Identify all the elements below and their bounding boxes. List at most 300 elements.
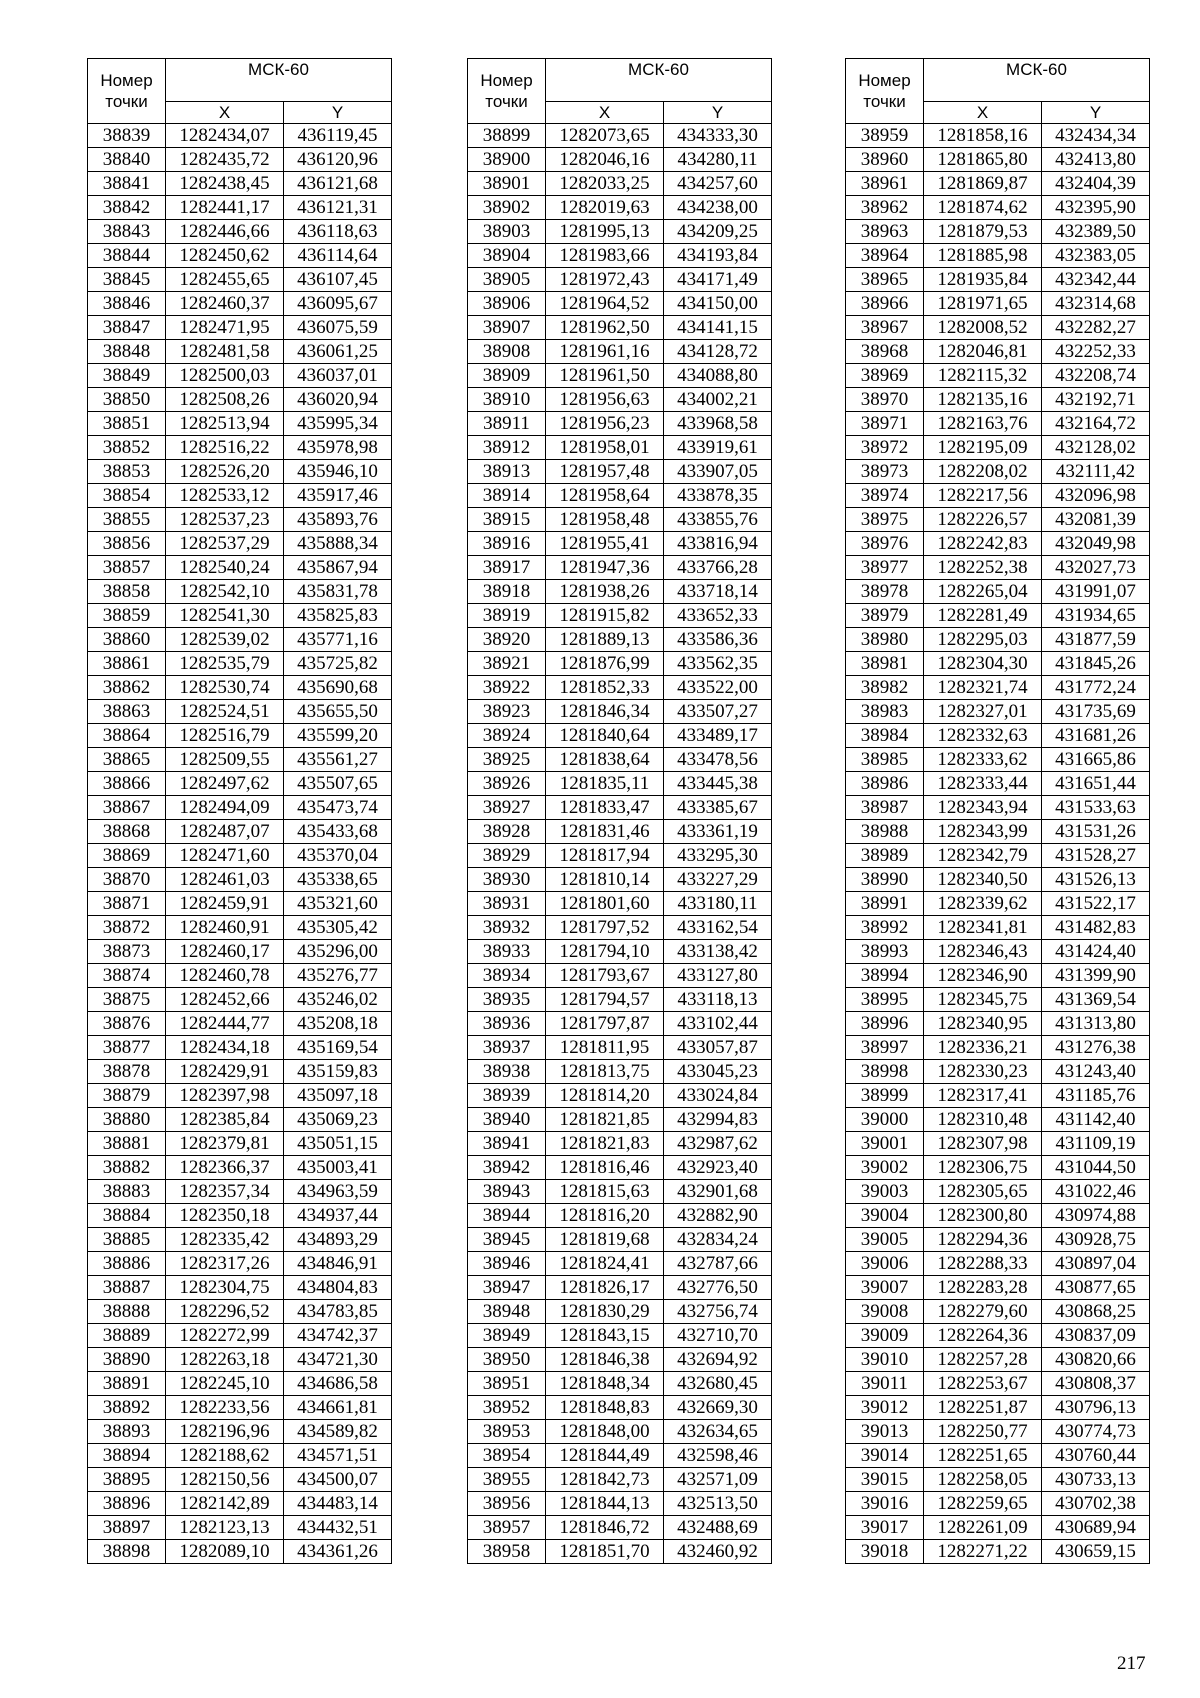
table-row bbox=[846, 724, 1150, 748]
table-row bbox=[88, 268, 392, 292]
point-number-cell: 38880 bbox=[88, 1108, 166, 1132]
x-coordinate-cell: 1281961,50 bbox=[546, 364, 664, 388]
table-row bbox=[88, 1492, 392, 1516]
y-coordinate-cell: 431877,59 bbox=[1042, 628, 1150, 652]
table-row bbox=[846, 700, 1150, 724]
point-number-cell: 38917 bbox=[468, 556, 546, 580]
table-row bbox=[846, 988, 1150, 1012]
y-coordinate-cell: 431681,26 bbox=[1042, 724, 1150, 748]
table-row bbox=[468, 1444, 772, 1468]
x-coordinate-cell: 1281876,99 bbox=[546, 652, 664, 676]
x-coordinate-cell: 1281869,87 bbox=[924, 172, 1042, 196]
x-coordinate-cell: 1282516,22 bbox=[166, 436, 284, 460]
y-coordinate-cell: 432096,98 bbox=[1042, 484, 1150, 508]
x-coordinate-cell: 1282033,25 bbox=[546, 172, 664, 196]
point-number-cell: 38903 bbox=[468, 220, 546, 244]
y-coordinate-cell: 432027,73 bbox=[1042, 556, 1150, 580]
y-coordinate-cell: 433162,54 bbox=[664, 916, 772, 940]
x-coordinate-cell: 1282340,50 bbox=[924, 868, 1042, 892]
table-row bbox=[846, 1108, 1150, 1132]
y-coordinate-cell: 432513,50 bbox=[664, 1492, 772, 1516]
point-number-cell: 38916 bbox=[468, 532, 546, 556]
x-coordinate-cell: 1281814,20 bbox=[546, 1084, 664, 1108]
point-number-cell: 38924 bbox=[468, 724, 546, 748]
x-coordinate-cell: 1282019,63 bbox=[546, 196, 664, 220]
point-number-cell: 38971 bbox=[846, 412, 924, 436]
y-coordinate-cell: 435246,02 bbox=[284, 988, 392, 1012]
x-coordinate-cell: 1282530,74 bbox=[166, 676, 284, 700]
x-coordinate-cell: 1282321,74 bbox=[924, 676, 1042, 700]
y-coordinate-cell: 435655,50 bbox=[284, 700, 392, 724]
x-coordinate-cell: 1282460,17 bbox=[166, 940, 284, 964]
y-coordinate-cell: 433878,35 bbox=[664, 484, 772, 508]
point-number-cell: 38945 bbox=[468, 1228, 546, 1252]
table-row bbox=[88, 124, 392, 148]
table-row bbox=[846, 748, 1150, 772]
table-row bbox=[88, 916, 392, 940]
table-row bbox=[468, 1396, 772, 1420]
y-coordinate-cell: 435305,42 bbox=[284, 916, 392, 940]
x-coordinate-cell: 1282487,07 bbox=[166, 820, 284, 844]
x-coordinate-cell: 1282335,42 bbox=[166, 1228, 284, 1252]
point-number-cell: 38944 bbox=[468, 1204, 546, 1228]
table-row bbox=[468, 460, 772, 484]
point-number-cell: 38929 bbox=[468, 844, 546, 868]
y-coordinate-cell: 433968,58 bbox=[664, 412, 772, 436]
y-coordinate-cell: 432598,46 bbox=[664, 1444, 772, 1468]
point-number-cell: 38871 bbox=[88, 892, 166, 916]
y-coordinate-cell: 432342,44 bbox=[1042, 268, 1150, 292]
table-row bbox=[846, 604, 1150, 628]
table-row bbox=[846, 1372, 1150, 1396]
table-row bbox=[468, 628, 772, 652]
point-number-cell: 38969 bbox=[846, 364, 924, 388]
point-number-cell: 38923 bbox=[468, 700, 546, 724]
y-coordinate-cell: 431845,26 bbox=[1042, 652, 1150, 676]
y-coordinate-cell: 431522,17 bbox=[1042, 892, 1150, 916]
point-number-cell: 38910 bbox=[468, 388, 546, 412]
table-row bbox=[468, 772, 772, 796]
y-coordinate-cell: 436037,01 bbox=[284, 364, 392, 388]
y-coordinate-cell: 433180,11 bbox=[664, 892, 772, 916]
table-row bbox=[846, 676, 1150, 700]
y-coordinate-cell: 434721,30 bbox=[284, 1348, 392, 1372]
point-number-cell: 38883 bbox=[88, 1180, 166, 1204]
y-coordinate-cell: 435893,76 bbox=[284, 508, 392, 532]
x-coordinate-cell: 1281843,15 bbox=[546, 1324, 664, 1348]
x-coordinate-cell: 1281848,83 bbox=[546, 1396, 664, 1420]
x-coordinate-cell: 1281817,94 bbox=[546, 844, 664, 868]
y-coordinate-cell: 433361,19 bbox=[664, 820, 772, 844]
point-number-cell: 38950 bbox=[468, 1348, 546, 1372]
x-coordinate-cell: 1282343,99 bbox=[924, 820, 1042, 844]
point-number-cell: 38901 bbox=[468, 172, 546, 196]
table-row bbox=[88, 364, 392, 388]
x-coordinate-cell: 1281858,16 bbox=[924, 124, 1042, 148]
x-coordinate-cell: 1282342,79 bbox=[924, 844, 1042, 868]
y-coordinate-cell: 433057,87 bbox=[664, 1036, 772, 1060]
y-coordinate-cell: 434589,82 bbox=[284, 1420, 392, 1444]
y-coordinate-cell: 430820,66 bbox=[1042, 1348, 1150, 1372]
table-row bbox=[88, 820, 392, 844]
table-row bbox=[846, 1420, 1150, 1444]
x-coordinate-cell: 1282366,37 bbox=[166, 1156, 284, 1180]
y-coordinate-cell: 433478,56 bbox=[664, 748, 772, 772]
point-number-cell: 38870 bbox=[88, 868, 166, 892]
point-number-cell: 38956 bbox=[468, 1492, 546, 1516]
y-coordinate-cell: 435473,74 bbox=[284, 796, 392, 820]
x-coordinate-cell: 1282339,62 bbox=[924, 892, 1042, 916]
y-coordinate-cell: 433522,00 bbox=[664, 676, 772, 700]
y-coordinate-cell: 433907,05 bbox=[664, 460, 772, 484]
table-row bbox=[88, 316, 392, 340]
x-coordinate-cell: 1282450,62 bbox=[166, 244, 284, 268]
y-coordinate-cell: 430796,13 bbox=[1042, 1396, 1150, 1420]
x-coordinate-cell: 1282245,10 bbox=[166, 1372, 284, 1396]
point-number-cell: 38886 bbox=[88, 1252, 166, 1276]
point-number-cell: 38961 bbox=[846, 172, 924, 196]
x-coordinate-cell: 1282509,55 bbox=[166, 748, 284, 772]
point-number-cell: 38998 bbox=[846, 1060, 924, 1084]
y-coordinate-cell: 433652,33 bbox=[664, 604, 772, 628]
point-number-cell: 39000 bbox=[846, 1108, 924, 1132]
x-coordinate-cell: 1282250,77 bbox=[924, 1420, 1042, 1444]
x-coordinate-cell: 1281811,95 bbox=[546, 1036, 664, 1060]
y-coordinate-cell: 432282,27 bbox=[1042, 316, 1150, 340]
x-coordinate-cell: 1281815,63 bbox=[546, 1180, 664, 1204]
table-row bbox=[468, 844, 772, 868]
table-row bbox=[468, 532, 772, 556]
y-coordinate-cell: 433138,42 bbox=[664, 940, 772, 964]
x-coordinate-cell: 1281879,53 bbox=[924, 220, 1042, 244]
point-number-cell: 38981 bbox=[846, 652, 924, 676]
point-number-header-line2: точки bbox=[863, 92, 906, 111]
y-coordinate-cell: 432111,42 bbox=[1042, 460, 1150, 484]
table-row bbox=[846, 892, 1150, 916]
table-row bbox=[468, 556, 772, 580]
table-row bbox=[88, 1444, 392, 1468]
point-number-cell: 38893 bbox=[88, 1420, 166, 1444]
y-coordinate-cell: 432710,70 bbox=[664, 1324, 772, 1348]
point-number-cell: 38958 bbox=[468, 1540, 546, 1564]
y-coordinate-cell: 432383,05 bbox=[1042, 244, 1150, 268]
x-coordinate-cell: 1282208,02 bbox=[924, 460, 1042, 484]
x-coordinate-cell: 1281971,65 bbox=[924, 292, 1042, 316]
y-coordinate-cell: 434209,25 bbox=[664, 220, 772, 244]
table-row bbox=[88, 628, 392, 652]
table-row bbox=[846, 244, 1150, 268]
point-number-cell: 38941 bbox=[468, 1132, 546, 1156]
point-number-cell: 38856 bbox=[88, 532, 166, 556]
x-column-header: X bbox=[924, 102, 1042, 124]
y-coordinate-cell: 434002,21 bbox=[664, 388, 772, 412]
y-coordinate-cell: 434141,15 bbox=[664, 316, 772, 340]
table-row bbox=[88, 172, 392, 196]
point-number-cell: 38839 bbox=[88, 124, 166, 148]
point-number-cell: 38937 bbox=[468, 1036, 546, 1060]
table-row bbox=[846, 340, 1150, 364]
point-number-cell: 38948 bbox=[468, 1300, 546, 1324]
x-coordinate-cell: 1282304,30 bbox=[924, 652, 1042, 676]
y-coordinate-cell: 434500,07 bbox=[284, 1468, 392, 1492]
y-coordinate-cell: 433766,28 bbox=[664, 556, 772, 580]
y-coordinate-cell: 430837,09 bbox=[1042, 1324, 1150, 1348]
point-number-cell: 38972 bbox=[846, 436, 924, 460]
x-coordinate-cell: 1282336,21 bbox=[924, 1036, 1042, 1060]
y-coordinate-cell: 435276,77 bbox=[284, 964, 392, 988]
table-row bbox=[468, 172, 772, 196]
x-coordinate-cell: 1282379,81 bbox=[166, 1132, 284, 1156]
x-coordinate-cell: 1282540,24 bbox=[166, 556, 284, 580]
point-number-cell: 39002 bbox=[846, 1156, 924, 1180]
point-number-cell: 38942 bbox=[468, 1156, 546, 1180]
table-row bbox=[88, 1372, 392, 1396]
table-row bbox=[88, 1108, 392, 1132]
x-coordinate-cell: 1281958,48 bbox=[546, 508, 664, 532]
y-coordinate-cell: 435507,65 bbox=[284, 772, 392, 796]
table-row bbox=[468, 1492, 772, 1516]
point-number-cell: 38907 bbox=[468, 316, 546, 340]
x-coordinate-cell: 1282265,04 bbox=[924, 580, 1042, 604]
point-number-cell: 38988 bbox=[846, 820, 924, 844]
point-number-cell: 38949 bbox=[468, 1324, 546, 1348]
x-coordinate-cell: 1281821,83 bbox=[546, 1132, 664, 1156]
x-coordinate-cell: 1282460,91 bbox=[166, 916, 284, 940]
x-coordinate-cell: 1282253,67 bbox=[924, 1372, 1042, 1396]
y-coordinate-cell: 435370,04 bbox=[284, 844, 392, 868]
y-coordinate-cell: 436095,67 bbox=[284, 292, 392, 316]
x-coordinate-cell: 1282263,18 bbox=[166, 1348, 284, 1372]
point-number-cell: 38990 bbox=[846, 868, 924, 892]
point-number-header-line1: Номер bbox=[858, 71, 911, 90]
x-coordinate-cell: 1281947,36 bbox=[546, 556, 664, 580]
y-column-header: Y bbox=[1042, 102, 1150, 124]
table-row bbox=[88, 220, 392, 244]
y-coordinate-cell: 436020,94 bbox=[284, 388, 392, 412]
y-coordinate-cell: 432756,74 bbox=[664, 1300, 772, 1324]
point-number-cell: 38934 bbox=[468, 964, 546, 988]
y-coordinate-cell: 433385,67 bbox=[664, 796, 772, 820]
table-row bbox=[846, 1156, 1150, 1180]
table-row bbox=[88, 1156, 392, 1180]
point-number-cell: 38864 bbox=[88, 724, 166, 748]
table-row bbox=[88, 652, 392, 676]
x-coordinate-cell: 1281844,13 bbox=[546, 1492, 664, 1516]
table-row bbox=[468, 892, 772, 916]
y-coordinate-cell: 432395,90 bbox=[1042, 196, 1150, 220]
x-coordinate-cell: 1282357,34 bbox=[166, 1180, 284, 1204]
x-coordinate-cell: 1282310,48 bbox=[924, 1108, 1042, 1132]
point-number-cell: 39006 bbox=[846, 1252, 924, 1276]
point-number-cell: 38946 bbox=[468, 1252, 546, 1276]
y-coordinate-cell: 433118,13 bbox=[664, 988, 772, 1012]
x-coordinate-cell: 1282306,75 bbox=[924, 1156, 1042, 1180]
x-coordinate-cell: 1282494,09 bbox=[166, 796, 284, 820]
y-coordinate-cell: 432994,83 bbox=[664, 1108, 772, 1132]
y-coordinate-cell: 431243,40 bbox=[1042, 1060, 1150, 1084]
y-coordinate-cell: 430702,38 bbox=[1042, 1492, 1150, 1516]
y-coordinate-cell: 431424,40 bbox=[1042, 940, 1150, 964]
y-coordinate-cell: 435690,68 bbox=[284, 676, 392, 700]
table-row bbox=[88, 1252, 392, 1276]
x-coordinate-cell: 1282341,81 bbox=[924, 916, 1042, 940]
y-coordinate-cell: 436119,45 bbox=[284, 124, 392, 148]
y-coordinate-cell: 430733,13 bbox=[1042, 1468, 1150, 1492]
table-row bbox=[468, 1060, 772, 1084]
table-row bbox=[88, 1180, 392, 1204]
point-number-cell: 38943 bbox=[468, 1180, 546, 1204]
x-coordinate-cell: 1282257,28 bbox=[924, 1348, 1042, 1372]
x-coordinate-cell: 1282305,65 bbox=[924, 1180, 1042, 1204]
y-coordinate-cell: 432208,74 bbox=[1042, 364, 1150, 388]
point-number-cell: 38895 bbox=[88, 1468, 166, 1492]
x-coordinate-cell: 1282272,99 bbox=[166, 1324, 284, 1348]
x-coordinate-cell: 1281797,52 bbox=[546, 916, 664, 940]
table-row bbox=[88, 1540, 392, 1564]
y-coordinate-cell: 434661,81 bbox=[284, 1396, 392, 1420]
y-coordinate-cell: 432460,92 bbox=[664, 1540, 772, 1564]
y-coordinate-cell: 432882,90 bbox=[664, 1204, 772, 1228]
table-row bbox=[846, 268, 1150, 292]
x-coordinate-cell: 1282307,98 bbox=[924, 1132, 1042, 1156]
table-row bbox=[88, 580, 392, 604]
x-coordinate-cell: 1281958,64 bbox=[546, 484, 664, 508]
point-number-cell: 38861 bbox=[88, 652, 166, 676]
table-row bbox=[88, 460, 392, 484]
x-coordinate-cell: 1282346,43 bbox=[924, 940, 1042, 964]
point-number-cell: 38868 bbox=[88, 820, 166, 844]
x-coordinate-cell: 1282142,89 bbox=[166, 1492, 284, 1516]
point-number-cell: 38928 bbox=[468, 820, 546, 844]
point-number-cell: 38936 bbox=[468, 1012, 546, 1036]
point-number-cell: 38904 bbox=[468, 244, 546, 268]
y-coordinate-cell: 434238,00 bbox=[664, 196, 772, 220]
table-row bbox=[88, 1012, 392, 1036]
x-coordinate-cell: 1281852,33 bbox=[546, 676, 664, 700]
point-number-cell: 38920 bbox=[468, 628, 546, 652]
point-number-cell: 38881 bbox=[88, 1132, 166, 1156]
table-row bbox=[846, 364, 1150, 388]
x-coordinate-cell: 1282461,03 bbox=[166, 868, 284, 892]
x-coordinate-cell: 1281794,10 bbox=[546, 940, 664, 964]
x-coordinate-cell: 1282327,01 bbox=[924, 700, 1042, 724]
x-column-header: X bbox=[546, 102, 664, 124]
x-coordinate-cell: 1282333,44 bbox=[924, 772, 1042, 796]
y-coordinate-cell: 431313,80 bbox=[1042, 1012, 1150, 1036]
x-coordinate-cell: 1281801,60 bbox=[546, 892, 664, 916]
x-coordinate-cell: 1282446,66 bbox=[166, 220, 284, 244]
table-row bbox=[88, 1420, 392, 1444]
table-row bbox=[88, 1204, 392, 1228]
table-row bbox=[846, 1180, 1150, 1204]
point-number-cell: 38913 bbox=[468, 460, 546, 484]
table-row bbox=[846, 916, 1150, 940]
y-coordinate-cell: 433024,84 bbox=[664, 1084, 772, 1108]
table-row bbox=[468, 436, 772, 460]
x-coordinate-cell: 1281826,17 bbox=[546, 1276, 664, 1300]
point-number-cell: 38915 bbox=[468, 508, 546, 532]
point-number-cell: 38897 bbox=[88, 1516, 166, 1540]
table-row bbox=[468, 1420, 772, 1444]
point-number-cell: 39009 bbox=[846, 1324, 924, 1348]
x-coordinate-cell: 1282163,76 bbox=[924, 412, 1042, 436]
point-number-cell: 38902 bbox=[468, 196, 546, 220]
y-coordinate-cell: 434150,00 bbox=[664, 292, 772, 316]
x-coordinate-cell: 1282340,95 bbox=[924, 1012, 1042, 1036]
table-row bbox=[846, 940, 1150, 964]
x-coordinate-cell: 1282296,52 bbox=[166, 1300, 284, 1324]
y-coordinate-cell: 432413,80 bbox=[1042, 148, 1150, 172]
point-number-cell: 38842 bbox=[88, 196, 166, 220]
table-row bbox=[88, 844, 392, 868]
point-number-cell: 38932 bbox=[468, 916, 546, 940]
point-number-cell: 38896 bbox=[88, 1492, 166, 1516]
table-row bbox=[468, 604, 772, 628]
y-coordinate-cell: 433586,36 bbox=[664, 628, 772, 652]
table-row bbox=[846, 1516, 1150, 1540]
y-coordinate-cell: 434783,85 bbox=[284, 1300, 392, 1324]
y-coordinate-cell: 434257,60 bbox=[664, 172, 772, 196]
x-coordinate-cell: 1281889,13 bbox=[546, 628, 664, 652]
y-coordinate-cell: 436120,96 bbox=[284, 148, 392, 172]
point-number-header bbox=[468, 59, 546, 124]
table-row bbox=[846, 1396, 1150, 1420]
table-row bbox=[88, 484, 392, 508]
x-coordinate-cell: 1281956,23 bbox=[546, 412, 664, 436]
coordinate-table-3 bbox=[845, 58, 1150, 1564]
y-coordinate-cell: 436118,63 bbox=[284, 220, 392, 244]
table-row bbox=[846, 412, 1150, 436]
y-coordinate-cell: 435725,82 bbox=[284, 652, 392, 676]
point-number-cell: 38853 bbox=[88, 460, 166, 484]
x-coordinate-cell: 1282526,20 bbox=[166, 460, 284, 484]
point-number-cell: 38846 bbox=[88, 292, 166, 316]
point-number-cell: 38968 bbox=[846, 340, 924, 364]
x-coordinate-cell: 1282317,41 bbox=[924, 1084, 1042, 1108]
y-coordinate-cell: 433507,27 bbox=[664, 700, 772, 724]
table-row bbox=[468, 1036, 772, 1060]
y-coordinate-cell: 434893,29 bbox=[284, 1228, 392, 1252]
point-number-cell: 38873 bbox=[88, 940, 166, 964]
point-number-cell: 39008 bbox=[846, 1300, 924, 1324]
table-row bbox=[88, 676, 392, 700]
x-coordinate-cell: 1281840,64 bbox=[546, 724, 664, 748]
y-coordinate-cell: 433562,35 bbox=[664, 652, 772, 676]
point-number-cell: 38973 bbox=[846, 460, 924, 484]
point-number-header-line2: точки bbox=[485, 92, 528, 111]
table-row bbox=[846, 964, 1150, 988]
point-number-cell: 38935 bbox=[468, 988, 546, 1012]
table-row bbox=[846, 388, 1150, 412]
point-number-cell: 38964 bbox=[846, 244, 924, 268]
table-row bbox=[468, 388, 772, 412]
y-coordinate-cell: 432434,34 bbox=[1042, 124, 1150, 148]
table-row bbox=[846, 1540, 1150, 1564]
table-row bbox=[468, 796, 772, 820]
x-coordinate-cell: 1281824,41 bbox=[546, 1252, 664, 1276]
point-number-cell: 38996 bbox=[846, 1012, 924, 1036]
point-number-cell: 38863 bbox=[88, 700, 166, 724]
y-coordinate-cell: 430974,88 bbox=[1042, 1204, 1150, 1228]
table-row bbox=[846, 580, 1150, 604]
point-number-cell: 38947 bbox=[468, 1276, 546, 1300]
point-number-cell: 38887 bbox=[88, 1276, 166, 1300]
table-row bbox=[88, 196, 392, 220]
table-row bbox=[468, 220, 772, 244]
point-number-cell: 38984 bbox=[846, 724, 924, 748]
point-number-cell: 38985 bbox=[846, 748, 924, 772]
x-coordinate-cell: 1281956,63 bbox=[546, 388, 664, 412]
